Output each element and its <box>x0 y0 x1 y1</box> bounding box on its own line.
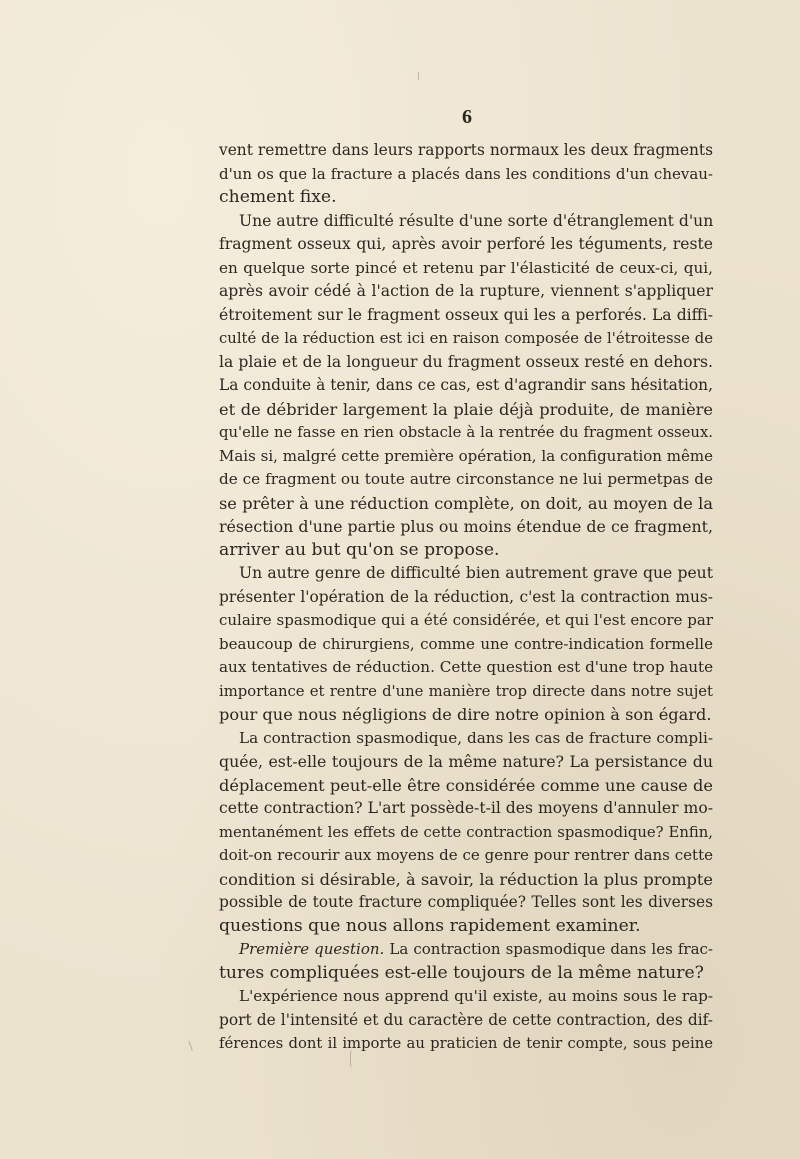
text-line <box>219 398 713 422</box>
text-line <box>219 186 713 210</box>
text-line <box>219 703 713 727</box>
text-run: possible de toute fracture compliquée? Telles sont les diverses <box>219 893 713 911</box>
text-line <box>219 280 713 304</box>
text-run: aux tentatives de réduction. Cette question est d'une trop haute <box>219 658 714 676</box>
page-number: 6 <box>462 106 472 128</box>
text-line <box>219 609 713 633</box>
paper-mark <box>189 1039 199 1051</box>
text-line <box>219 515 713 539</box>
text-line <box>219 374 713 398</box>
text-line <box>219 445 713 469</box>
text-run: arriver au but qu'on se propose. <box>219 539 500 560</box>
text-line <box>219 233 713 257</box>
text-line <box>219 327 713 351</box>
text-line <box>219 938 713 962</box>
text-line <box>219 492 713 516</box>
question-heading: Première question. <box>239 940 385 958</box>
text-run: vent remettre dans leurs rapports normaux les deux fragments <box>219 141 713 159</box>
text-run: La contraction spasmodique, dans les cas de fracture compli- <box>239 728 713 747</box>
text-run: mentanément les effets de cette contraction spasmodique? Enfin, <box>219 823 713 841</box>
text-run: résection d'une partie plus ou moins étendue de ce fragment, <box>219 517 713 536</box>
text-run: présenter l'opération de la réduction, c'est la contraction mus- <box>219 587 713 606</box>
text-run: d'un os que la fracture a placés dans les conditions d'un chevau- <box>219 164 713 183</box>
text-run: Un autre genre de difficulté bien autrement grave que peut <box>239 564 713 582</box>
text-line <box>219 421 713 445</box>
text-line <box>219 1032 713 1056</box>
text-run: port de l'intensité et du caractère de cette contraction, des dif- <box>219 1010 713 1029</box>
text-run: L'expérience nous apprend qu'il existe, au moins sous le rap- <box>239 987 713 1005</box>
text-line <box>219 915 713 939</box>
text-run: férences dont il importe au praticien de tenir compte, sous peine <box>219 1035 713 1052</box>
text-run: La contraction spasmodique dans les frac- <box>384 940 713 958</box>
text-run: culaire spasmodique qui a été considérée, et qui l'est encore par <box>219 611 713 629</box>
text-run: quée, est-elle toujours de la même nature? La persistance du <box>219 752 713 771</box>
text-run: condition si désirable, à savoir, la réduction la plus prompte <box>219 869 713 889</box>
text-line <box>219 351 713 375</box>
text-line <box>219 257 713 281</box>
text-run: cette contraction? L'art possède-t-il des moyens d'annuler mo- <box>219 799 713 817</box>
text-run: tures compliquées est-elle toujours de la même nature? <box>219 962 704 983</box>
text-run: en quelque sorte pincé et retenu par l'élasticité de ceux-ci, qui, <box>219 258 713 277</box>
text-run: Mais si, malgré cette première opération, la configuration même <box>219 446 713 465</box>
text-line <box>219 727 713 751</box>
paper-mark <box>418 72 423 80</box>
text-run: fragment osseux qui, après avoir perforé les téguments, reste <box>219 235 713 253</box>
text-body <box>219 139 713 1056</box>
text-run: étroitement sur le fragment osseux qui les a perforés. La diffi- <box>219 305 713 324</box>
text-line <box>219 985 713 1009</box>
text-line <box>219 562 713 586</box>
text-run: culté de la réduction est ici en raison composée de l'étroitesse de <box>219 330 713 347</box>
text-run: se prêter à une réduction complète, on doit, au moyen de la <box>219 493 713 513</box>
text-line <box>219 586 713 610</box>
text-run: qu'elle ne fasse en rien obstacle à la rentrée du fragment osseux. <box>219 424 713 441</box>
text-run: Une autre difficulté résulte d'une sorte d'étranglement d'un <box>239 211 714 230</box>
text-line <box>219 539 713 563</box>
text-line <box>219 210 713 234</box>
text-run: pour que nous négligions de dire notre opinion à son égard. <box>219 705 712 724</box>
text-run: et de débrider largement la plaie déjà produite, de manière <box>219 399 713 419</box>
text-line <box>219 821 713 845</box>
text-line <box>219 656 713 680</box>
text-line <box>219 304 713 328</box>
text-run: de ce fragment ou toute autre circonstance ne lui permetpas de <box>219 470 713 488</box>
text-line <box>219 844 713 868</box>
text-run: la plaie et de la longueur du fragment osseux resté en dehors. <box>219 352 713 371</box>
text-run: déplacement peut-elle être considérée comme une cause de <box>219 775 713 795</box>
text-line <box>219 774 713 798</box>
text-line <box>219 891 713 915</box>
text-line <box>219 680 713 704</box>
text-line <box>219 1009 713 1033</box>
text-run: après avoir cédé à l'action de la rupture, viennent s'appliquer <box>219 282 713 300</box>
text-line <box>219 163 713 187</box>
text-run: questions que nous allons rapidement examiner. <box>219 915 641 936</box>
text-line <box>219 962 713 986</box>
text-line <box>219 633 713 657</box>
text-run: La conduite à tenir, dans ce cas, est d'agrandir sans hésitation, <box>219 376 713 394</box>
text-line <box>219 797 713 821</box>
text-run: chement fixe. <box>219 187 337 207</box>
text-line <box>219 750 713 774</box>
text-run: doit-on recourir aux moyens de ce genre pour rentrer dans cette <box>219 846 713 864</box>
text-run: beaucoup de chirurgiens, comme une contre-indication formelle <box>219 634 713 653</box>
text-line <box>219 868 713 892</box>
text-run: importance et rentre d'une manière trop directe dans notre sujet <box>219 682 713 700</box>
text-line <box>219 468 713 492</box>
text-line <box>219 139 713 163</box>
